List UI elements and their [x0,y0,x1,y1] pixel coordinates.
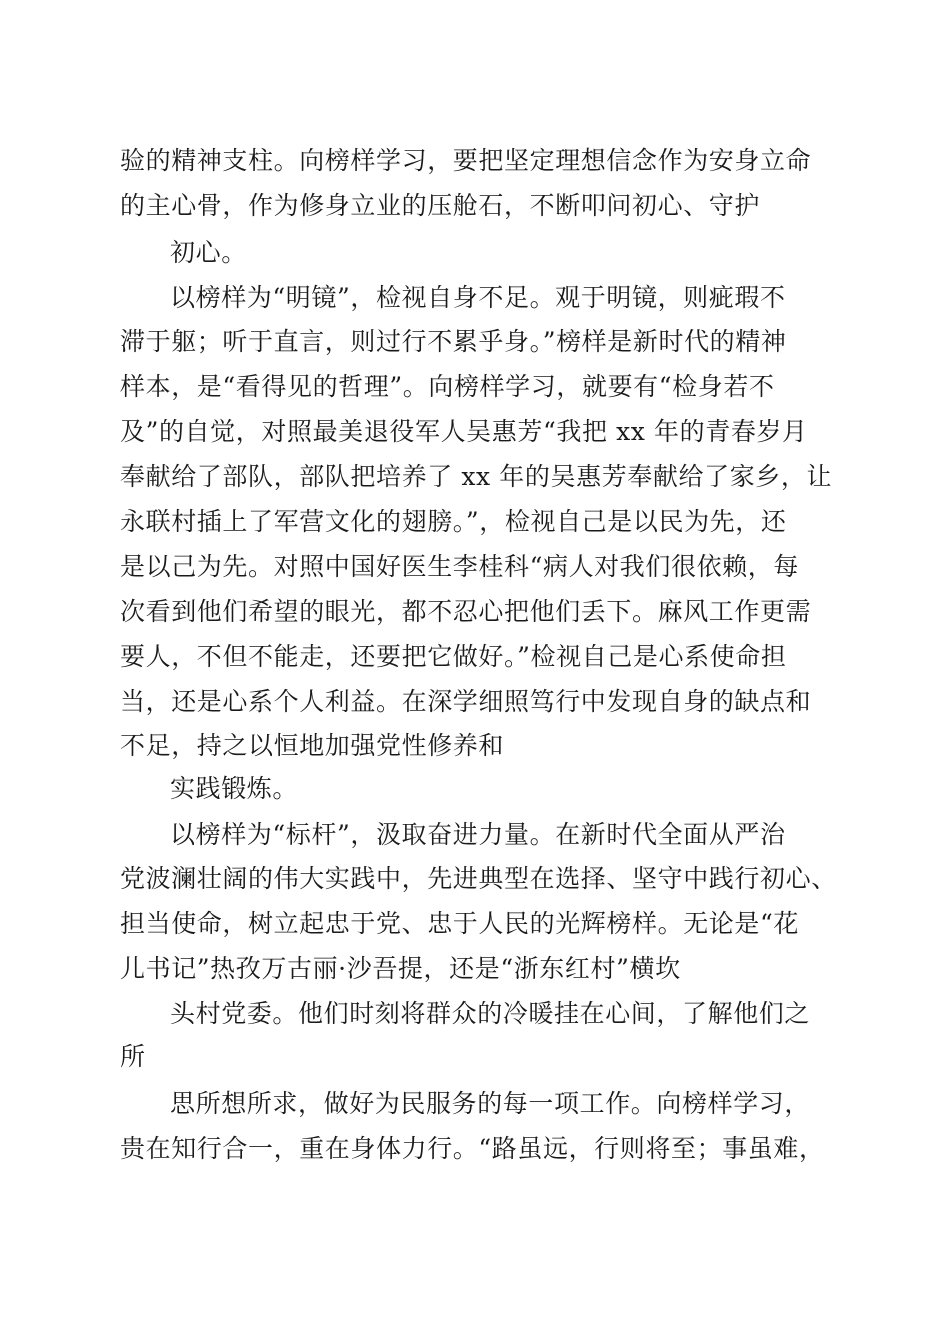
text-line: 实践锻炼。 [170,774,299,803]
text-line: 头村党委。他们时刻将群众的冷暖挂在心间，了解他们之 [170,999,811,1028]
paragraph-start-line: 以榜样为“标杆”，汲取奋进力量。在新时代全面从严治 [170,820,786,849]
text-line: 的主心骨，作为修身立业的压舱石，不断叩问初心、守护 [120,191,761,220]
text-line: 儿书记”热孜万古丽·沙吾提，还是“浙东红村”横坎 [120,954,681,983]
text-line: 初心。 [170,238,247,267]
text-line: 不足，持之以恒地加强党性修养和 [120,731,505,760]
text-line: 次看到他们希望的眼光，都不忍心把他们丢下。麻风工作更需 [120,597,812,626]
text-line: 要人，不但不能走，还要把它做好。”检视自己是心系使命担 [120,642,787,671]
text-line: 永联村插上了军营文化的翅膀。”，检视自己是以民为先，还 [120,507,787,536]
text-line: 滞于躯；听于直言，则过行不累乎身。”榜样是新时代的精神 [120,327,787,356]
text-line: 奉献给了部队，部队把培养了 xx 年的吴惠芳奉献给了家乡，让 [120,462,833,491]
text-line: 是以己为先。对照中国好医生李桂科“病人对我们很依赖，每 [120,552,799,581]
text-line: 党波澜壮阔的伟大实践中，先进典型在选择、坚守中践行初心、 [120,864,837,893]
text-line: 担当使命，树立起忠于党、忠于人民的光辉榜样。无论是“花 [120,909,799,938]
text-line: 验的精神支柱。向榜样学习，要把坚定理想信念作为安身立命 [120,146,812,175]
text-line: 及”的自觉，对照最美退役军人吴惠芳“我把 xx 年的青春岁月 [120,417,808,446]
text-line: 所 [120,1042,146,1071]
paragraph-start-line: 以榜样为“明镜”，检视自身不足。观于明镜，则疵瑕不 [170,283,786,312]
text-line: 思所想所求，做好为民服务的每一项工作。向榜样学习， [170,1089,811,1118]
text-line: 贵在知行合一，重在身体力行。“路虽远，行则将至；事虽难， [120,1134,825,1163]
text-line: 当，还是心系个人利益。在深学细照笃行中发现自身的缺点和 [120,687,812,716]
text-line: 样本，是“看得见的哲理”。向榜样学习，就要有“检身若不 [120,372,775,401]
